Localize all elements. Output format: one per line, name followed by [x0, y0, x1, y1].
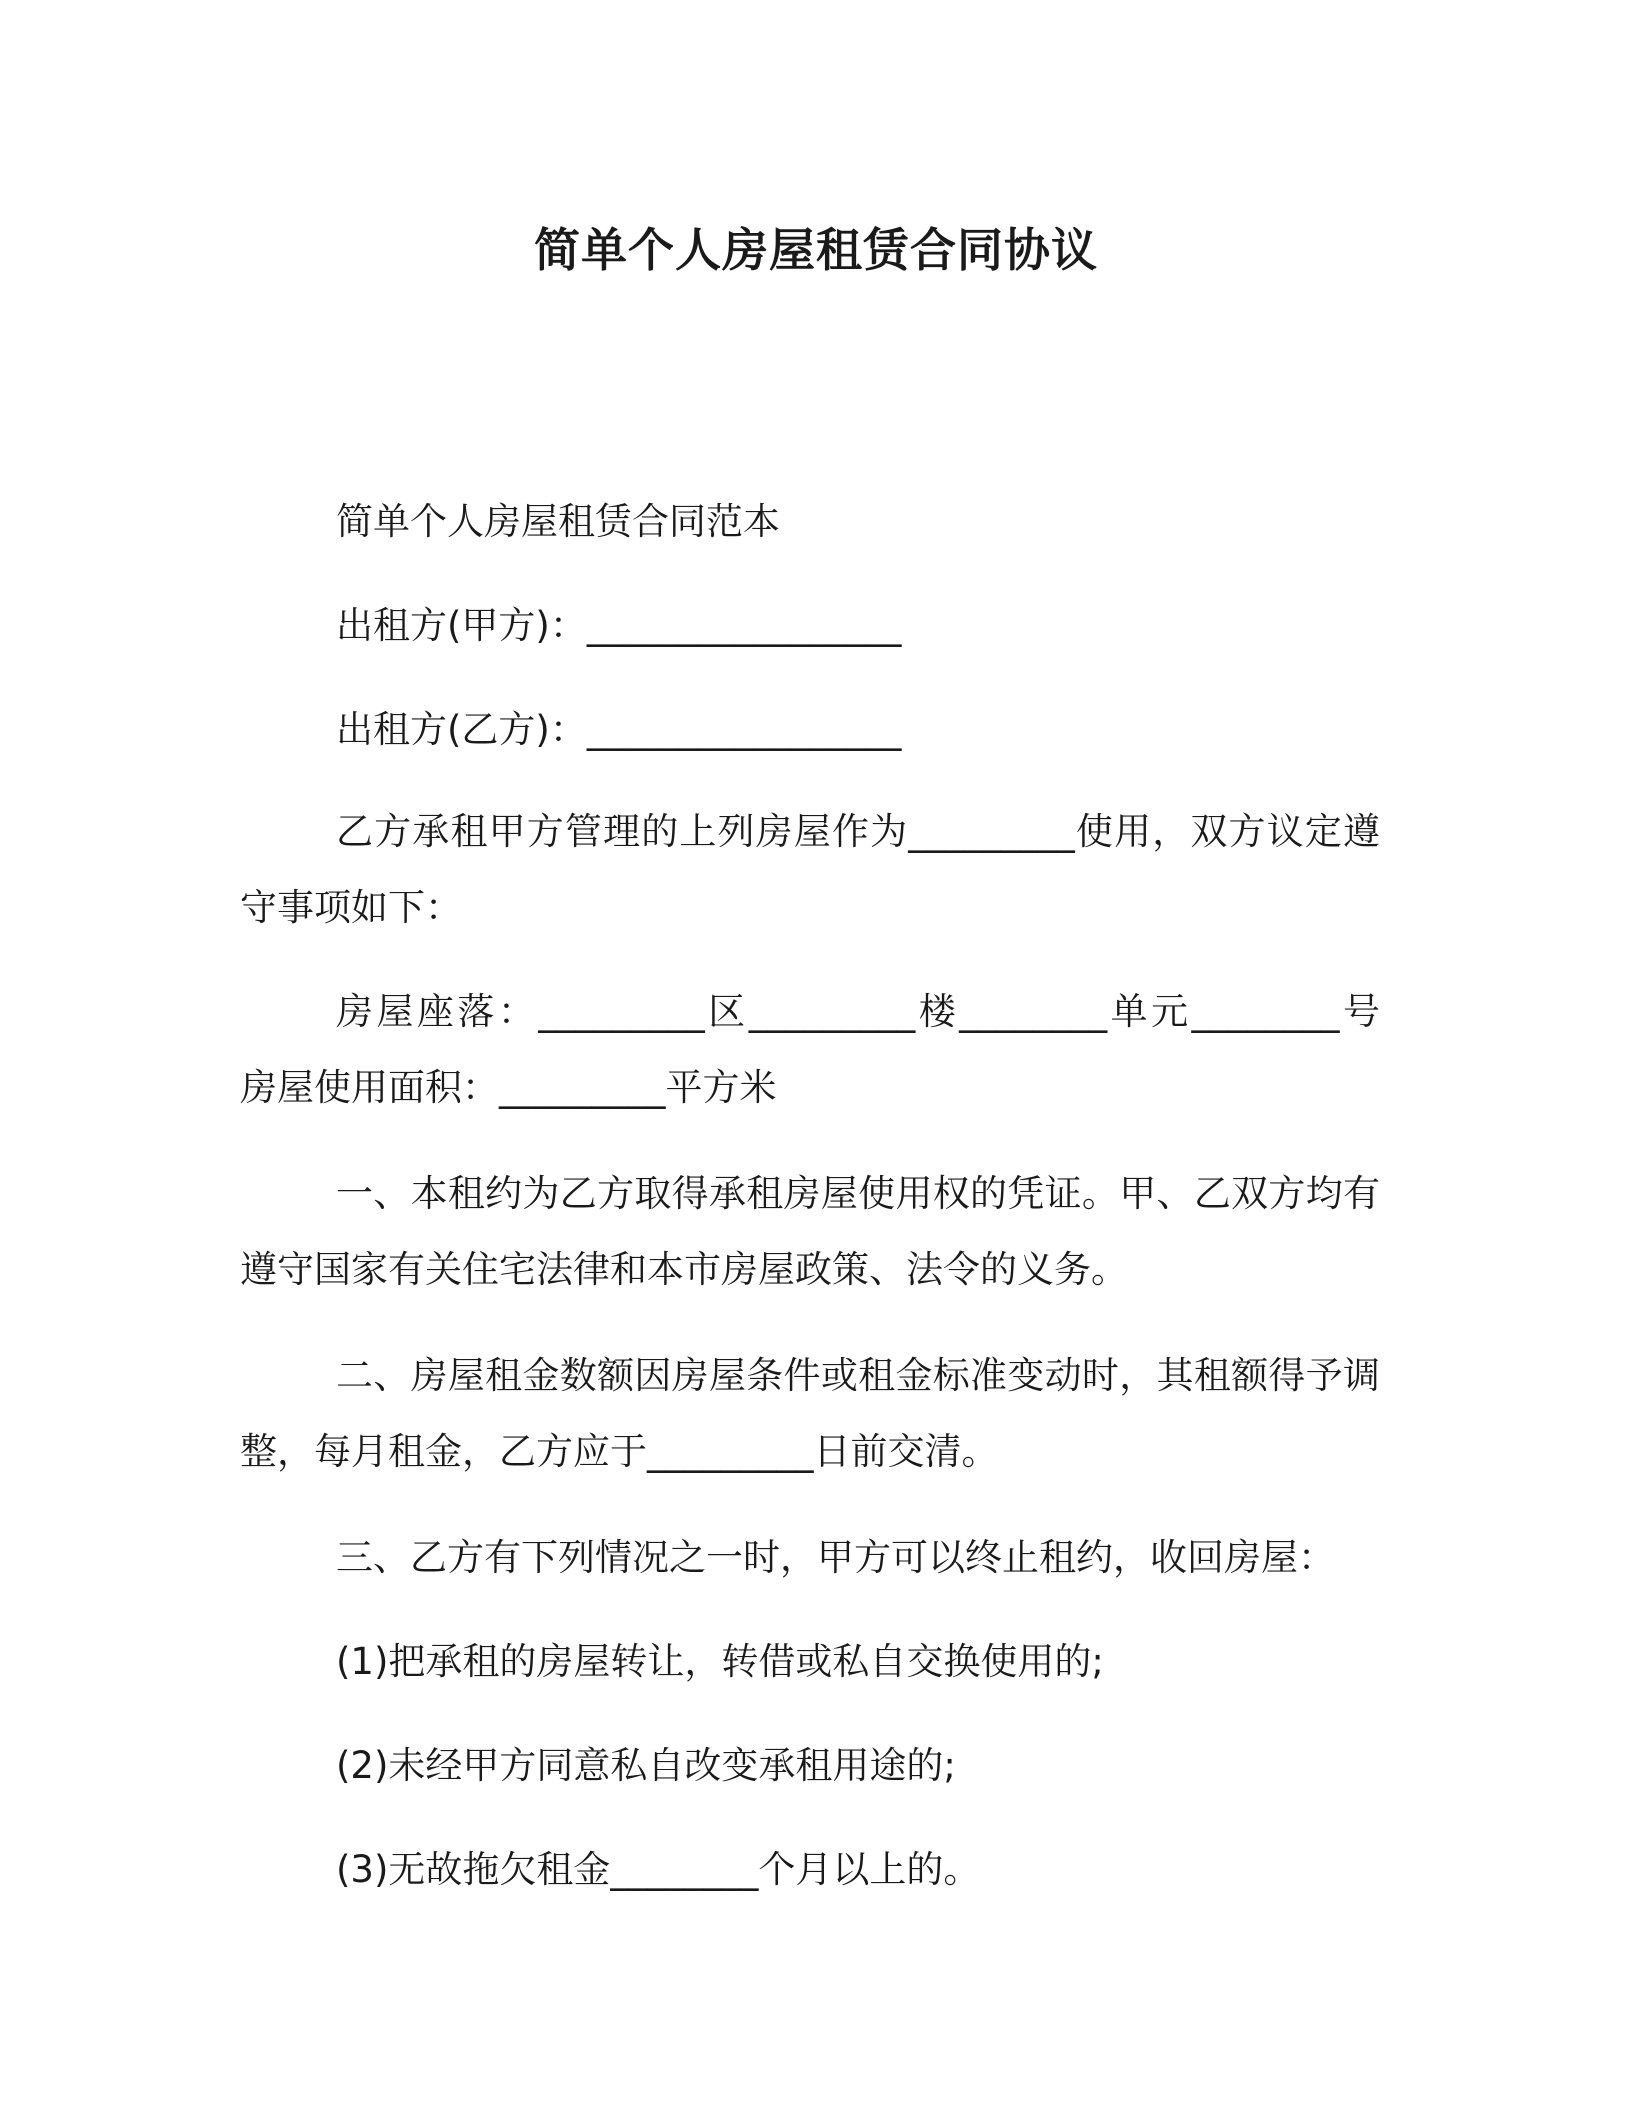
lessor-party-b: 出租方(乙方)：_________________	[336, 708, 902, 751]
clause-three-item-2: (2)未经甲方同意私自改变承租用途的;	[336, 1744, 956, 1787]
lessor-party-a: 出租方(甲方)：_________________	[336, 604, 902, 647]
property-location: 房屋座落：_________区_________楼________单元________号 房屋使用面积：_________平方米	[240, 990, 1380, 1109]
clause-three: 三、乙方有下列情况之一时，甲方可以终止租约，收回房屋：	[336, 1536, 1335, 1579]
document-title: 简单个人房屋租赁合同协议	[534, 223, 1098, 277]
usage-clause: 乙方承租甲方管理的上列房屋作为_________使用，双方议定遵守事项如下：	[240, 810, 1380, 929]
clause-one: 一、本租约为乙方取得承租房屋使用权的凭证。甲、乙双方均有遵守国家有关住宅法律和本市房屋政策、法令的义务。	[240, 1172, 1380, 1291]
contract-subtitle: 简单个人房屋租赁合同范本	[336, 500, 780, 543]
clause-three-item-1: (1)把承租的房屋转让，转借或私自交换使用的;	[336, 1640, 1104, 1683]
clause-three-item-3: (3)无故拖欠租金________个月以上的。	[336, 1848, 981, 1891]
clause-two: 二、房屋租金数额因房屋条件或租金标准变动时，其租额得予调整，每月租金，乙方应于_________日前交清。	[240, 1354, 1380, 1473]
